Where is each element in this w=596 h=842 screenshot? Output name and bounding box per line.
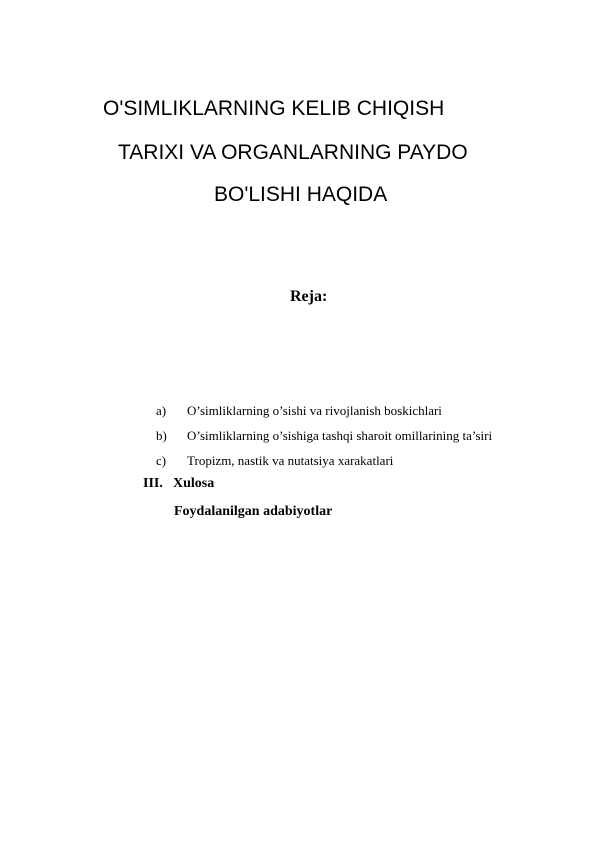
title-line-2: TARIXI VA ORGANLARNING PAYDO [118, 141, 468, 164]
section-label: Xulosa [173, 476, 215, 491]
references-heading: Foydalanilgan adabiyotlar [174, 504, 333, 519]
section-number: III. [143, 476, 163, 491]
section-conclusion [143, 476, 214, 492]
plan-item-marker: a) [156, 403, 167, 418]
plan-item-text: O’simliklarning o’sishi va rivojlanish boskichlari [187, 403, 442, 418]
plan-item-text: Tropizm, nastik va nutatsiya xarakatlari [187, 453, 394, 468]
plan-heading: Reja: [290, 288, 328, 305]
title-line-1: O'SIMLIKLARNING KELIB CHIQISH [103, 97, 445, 120]
plan-item-marker: c) [156, 453, 167, 468]
plan-item-text: O’simliklarning o’sishiga tashqi sharoit omillarining ta’siri [187, 428, 493, 443]
plan-item-marker: b) [156, 428, 167, 443]
title-line-3: BO'LISHI HAQIDA [214, 183, 388, 206]
